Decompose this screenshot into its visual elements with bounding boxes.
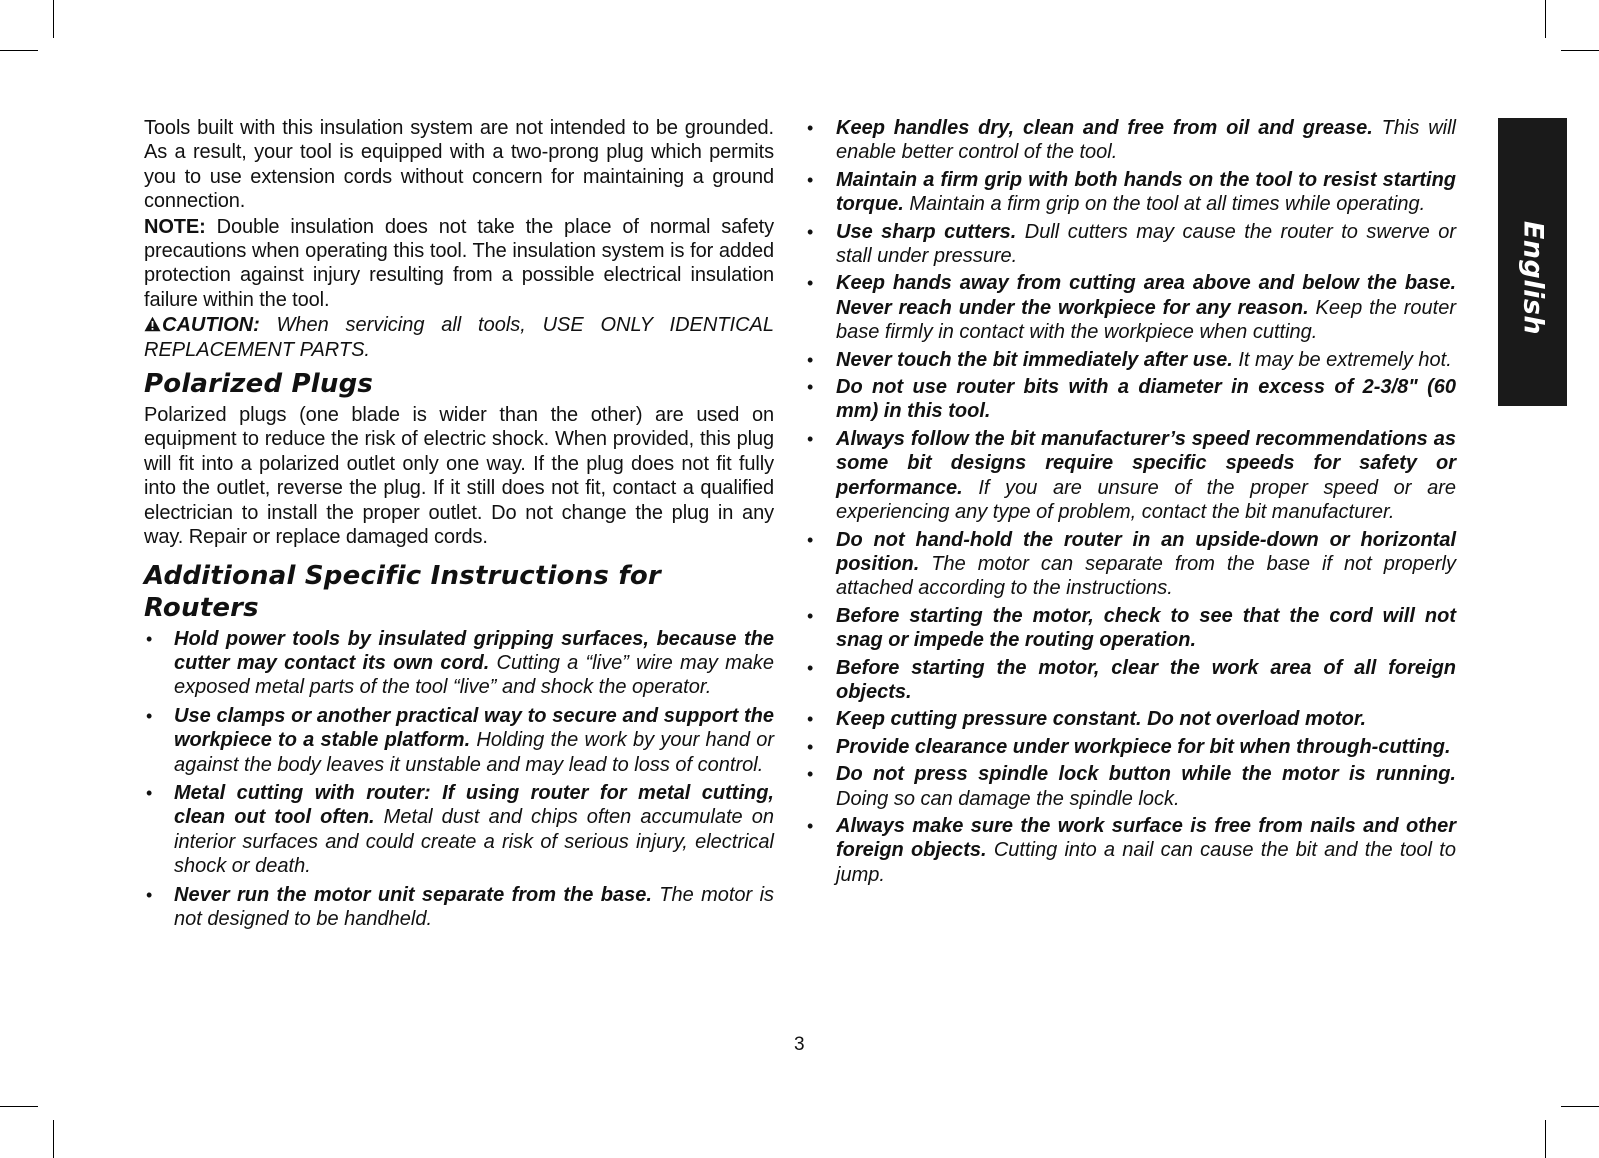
warning-triangle-icon <box>144 316 161 332</box>
left-bullet-list <box>144 627 774 932</box>
right-bullet-list <box>826 116 1456 887</box>
list-item: • Never run the motor unit separate from the base. The motor is not designed to be handheld. <box>144 883 774 932</box>
page-number: 3 <box>794 1034 805 1055</box>
list-item: • Use sharp cutters. Dull cutters may cause the router to swerve or stall under pressure. <box>826 220 1456 269</box>
list-item: • Maintain a firm grip with both hands on the tool to resist starting torque. Maintain a firm grip on the tool at all times while operating. <box>826 168 1456 217</box>
list-item: • Keep cutting pressure constant. Do not overload motor. <box>826 707 1456 731</box>
list-item: • Do not hand-hold the router in an upside-down or horizontal position. The motor can separate from the base if not properly attached according to the instructions. <box>826 528 1456 601</box>
insulation-intro: Tools built with this insulation system are not intended to be grounded. As a result, your tool is equipped with a two-prong plug which permits you to use extension cords without concern for maintaining a ground connection. <box>144 117 774 213</box>
crop-mark <box>0 50 38 51</box>
polarized-plugs-heading: Polarized Plugs <box>144 369 374 400</box>
list-item: • Always make sure the work surface is free from nails and other foreign objects. Cutting into a nail can cause the bit and the tool to jump. <box>826 814 1456 887</box>
list-item: • Keep hands away from cutting area above and below the base. Never reach under the workpiece for any reason. Keep the router base firmly in contact with the workpiece when cutting. <box>826 271 1456 344</box>
list-item: • Hold power tools by insulated gripping surfaces, because the cutter may contact its own cord. Cutting a “live” wire may make exposed metal parts of the tool “live” and shock the operator. <box>144 627 774 700</box>
list-item: • Provide clearance under workpiece for bit when through-cutting. <box>826 735 1456 759</box>
language-tab <box>1498 118 1567 406</box>
note-label: NOTE: <box>144 215 206 238</box>
list-item: • Before starting the motor, clear the work area of all foreign objects. <box>826 656 1456 705</box>
list-item: • Do not press spindle lock button while the motor is running. Doing so can damage the spindle lock. <box>826 762 1456 811</box>
note-paragraph <box>144 215 774 313</box>
additional-instructions-heading: Additional Specific Instructions for Routers <box>144 560 661 623</box>
language-tab-label: English <box>1517 220 1548 336</box>
crop-mark <box>53 1120 54 1158</box>
caution-text: When servicing all tools, USE ONLY IDENTICAL REPLACEMENT PARTS. <box>144 314 774 361</box>
polarized-plugs-text: Polarized plugs (one blade is wider than the other) are used on equipment to reduce the risk of electric shock. When provided, this plug will fit into a polarized outlet only one way. If the plug does not fit fully into the outlet, reverse the plug. If it still does not fit, contact a qualified electrician to install the proper outlet. Do not change the plug in any way. Repair or replace damaged cords. <box>144 404 774 549</box>
list-item: • Never touch the bit immediately after use. It may be extremely hot. <box>826 348 1456 372</box>
caution-label: CAUTION: <box>162 314 260 337</box>
note-text: Double insulation does not take the place of normal safety precautions when operating this tool. The insulation system is for added protection against injury resulting from a possible electrical insulation failure within the tool. <box>144 215 774 311</box>
list-item: • Always follow the bit manufacturer’s speed recommendations as some bit designs require specific speeds for safety or performance. If you are unsure of the proper speed or are experiencing any type of problem, contact the bit manufacturer. <box>826 427 1456 525</box>
caution-paragraph <box>144 313 774 362</box>
right-column <box>826 116 1456 890</box>
crop-mark <box>0 1106 38 1107</box>
list-item: • Use clamps or another practical way to secure and support the workpiece to a stable platform. Holding the work by your hand or against the body leaves it unstable and may lead to loss of control. <box>144 704 774 777</box>
crop-mark <box>1561 1106 1599 1107</box>
left-column <box>144 116 774 935</box>
list-item: • Before starting the motor, check to see that the cord will not snag or impede the routing operation. <box>826 604 1456 653</box>
crop-mark <box>1545 0 1546 38</box>
list-item: • Keep handles dry, clean and free from oil and grease. This will enable better control of the tool. <box>826 116 1456 165</box>
crop-mark <box>1545 1120 1546 1158</box>
list-item: • Metal cutting with router: If using router for metal cutting, clean out tool often. Metal dust and chips often accumulate on interior surfaces and could create a risk of serious injury, electrical shock or death. <box>144 781 774 879</box>
crop-mark <box>1561 50 1599 51</box>
crop-mark <box>53 0 54 38</box>
list-item: • Do not use router bits with a diameter in excess of 2-3/8" (60 mm) in this tool. <box>826 375 1456 424</box>
